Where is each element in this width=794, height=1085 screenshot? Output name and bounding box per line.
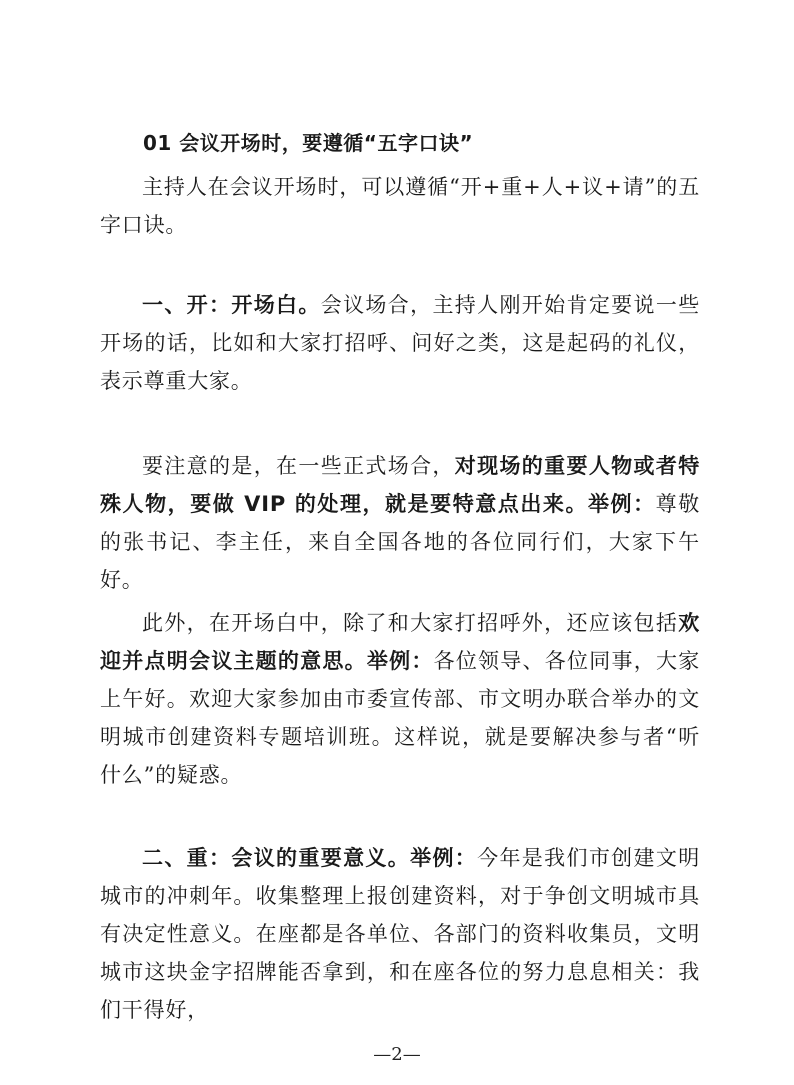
intro-text: 主持人在会议开场时，可以遵循“开+重+人+议+请”的五字口诀。 [100, 175, 700, 237]
theme-note-text-b: 各位领导、各位同事，大家上午好。欢迎大家参加由市委宣传部、市文明办联合举办的文明城市创建资料专题培训班。这样说，就是要解决参与者“听什么”的疑惑。 [100, 649, 700, 787]
vip-note-text-a: 要注意的是，在一些正式场合， [142, 454, 455, 478]
opening-paragraph [100, 286, 700, 400]
theme-note-paragraph [100, 604, 700, 794]
importance-paragraph [100, 839, 700, 1029]
opening-heading: 一、开：开场白。 [142, 293, 321, 317]
opening-text: 会议场合，主持人刚开始肯定要说一些开场的话，比如和大家打招呼、问好之类，这是起码的礼仪，表示尊重大家。 [100, 293, 700, 393]
theme-note-bold: 欢迎并点明会议主题的意思。举例： [100, 611, 700, 673]
page-number: —2— [373, 1044, 421, 1065]
vip-note-paragraph [100, 447, 700, 599]
intro-paragraph [100, 168, 700, 244]
importance-heading: 二、重：会议的重要意义。举例： [142, 846, 478, 870]
importance-text: 今年是我们市创建文明城市的冲刺年。收集整理上报创建资料，对于争创文明城市具有决定性意义。在座都是各单位、各部门的资料收集员，文明城市这块金字招牌能否拿到，和在座各位的努力息息相关：我们干得好， [100, 846, 700, 1022]
vip-note-text-b: 尊敬的张书记、李主任，来自全国各地的各位同行们，大家下午好。 [100, 492, 700, 592]
vip-note-bold: 对现场的重要人物或者特殊人物，要做 VIP 的处理，就是要特意点出来。举例： [100, 454, 700, 516]
section-title: 01 会议开场时，要遵循“五字口诀” [143, 131, 474, 155]
theme-note-text-a: 此外，在开场白中，除了和大家打招呼外，还应该包括 [142, 611, 679, 635]
